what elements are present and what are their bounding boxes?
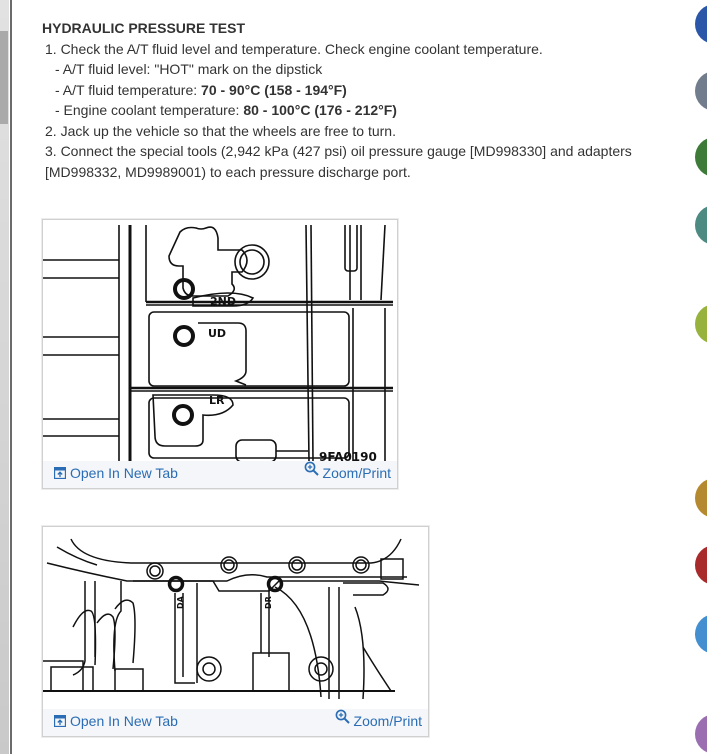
port-label-lr: LR — [209, 394, 225, 407]
scrollbar-thumb[interactable] — [0, 31, 8, 124]
transaxle-case-diagram[interactable] — [43, 527, 428, 709]
zoom-in-icon — [304, 461, 319, 476]
category-button[interactable] — [695, 205, 707, 245]
category-button[interactable] — [695, 71, 707, 111]
procedure-text — [42, 18, 642, 182]
open-new-tab-icon — [54, 467, 66, 479]
step-1: 1. Check the A/T fluid level and temperature. Check engine coolant temperature. — [45, 40, 543, 57]
substep-fluid-level: - A/T fluid level: "HOT" mark on the dipstick — [55, 61, 323, 77]
category-button[interactable] — [695, 714, 707, 754]
open-new-tab-icon — [54, 715, 66, 727]
figure-case-ports — [42, 526, 429, 737]
port-label-da: DA — [176, 596, 185, 609]
figure-footer — [43, 709, 428, 736]
substep-coolant-temp: - Engine coolant temperature: 80 - 100°C (176 - 212°F) — [55, 102, 397, 118]
zoom-print-link[interactable]: Zoom/Print — [335, 710, 422, 729]
substep-fluid-temp: - A/T fluid temperature: 70 - 90°C (158 - 194°F) — [55, 81, 347, 98]
category-button[interactable] — [695, 4, 707, 44]
figure-code: 9FA0190 — [319, 450, 377, 461]
category-button[interactable] — [695, 478, 707, 518]
open-in-new-tab-link[interactable]: Open In New Tab — [54, 465, 178, 481]
category-button[interactable] — [695, 545, 707, 585]
zoom-print-link[interactable]: Zoom/Print — [304, 462, 391, 481]
section-title: HYDRAULIC PRESSURE TEST — [42, 20, 246, 36]
figure-valve-body-ports — [42, 219, 398, 489]
port-label-ud: UD — [208, 327, 227, 340]
category-button[interactable] — [695, 614, 707, 654]
figure-footer — [43, 461, 397, 488]
port-label-dr: DR — [264, 596, 273, 609]
pane-divider[interactable] — [10, 0, 12, 754]
step-2: 2. Jack up the vehicle so that the wheels are free to turn. — [45, 122, 396, 139]
port-label-2nd: 2ND — [210, 295, 236, 308]
valve-body-diagram[interactable] — [43, 220, 397, 461]
open-in-new-tab-link[interactable]: Open In New Tab — [54, 713, 178, 729]
step-3: 3. Connect the special tools (2,942 kPa (427 psi) oil pressure gauge [MD998330] and adapters [MD998332, MD9989001) to each pressure discharge port. — [45, 143, 632, 180]
category-button[interactable] — [695, 137, 707, 177]
left-pane-scrollbar[interactable] — [0, 0, 9, 754]
zoom-in-icon — [335, 709, 350, 724]
category-button[interactable] — [695, 304, 707, 344]
